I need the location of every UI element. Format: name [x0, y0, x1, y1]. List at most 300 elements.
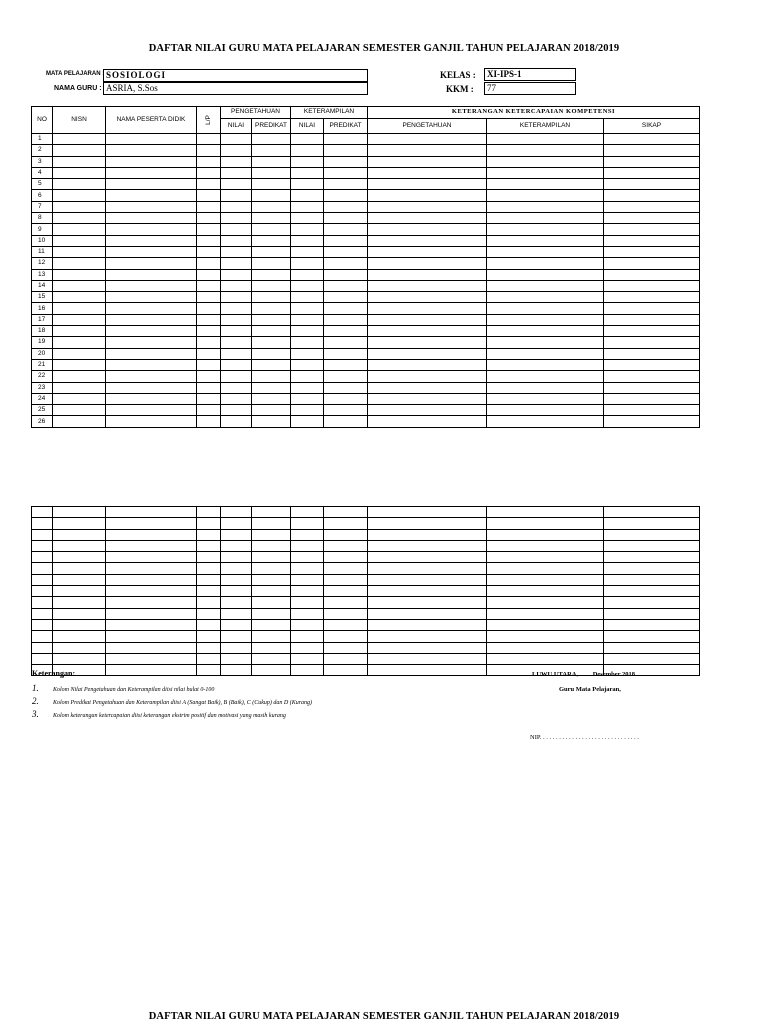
- table-cell: [291, 619, 324, 630]
- table-cell: [106, 224, 197, 235]
- table-cell: [252, 540, 291, 551]
- table-cell: [291, 246, 324, 257]
- table-cell: [252, 156, 291, 167]
- table-cell: [324, 246, 368, 257]
- row-number: 2: [32, 145, 53, 156]
- table-cell: [106, 314, 197, 325]
- table-cell: [252, 292, 291, 303]
- row-number: 21: [32, 359, 53, 370]
- table-cell: [368, 382, 487, 393]
- table-cell: [221, 574, 252, 585]
- table-cell: [324, 416, 368, 427]
- table-cell: [368, 507, 487, 518]
- table-cell: [53, 405, 106, 416]
- table-cell: [291, 348, 324, 359]
- table-cell: [487, 563, 604, 574]
- row-number: 13: [32, 269, 53, 280]
- table-cell: [53, 167, 106, 178]
- table-cell: [106, 145, 197, 156]
- table-row: [32, 393, 700, 404]
- table-cell: [368, 563, 487, 574]
- table-cell: [487, 642, 604, 653]
- row-number: 18: [32, 326, 53, 337]
- table-cell: [487, 145, 604, 156]
- table-cell: [368, 359, 487, 370]
- table-cell: [106, 540, 197, 551]
- table-cell: [324, 597, 368, 608]
- table-cell: [32, 518, 53, 529]
- table-cell: [604, 201, 700, 212]
- table-cell: [106, 303, 197, 314]
- table-row: [32, 167, 700, 178]
- table-cell: [106, 518, 197, 529]
- table-cell: [324, 393, 368, 404]
- table-cell: [604, 359, 700, 370]
- table-cell: [252, 134, 291, 145]
- table-row: [32, 258, 700, 269]
- footer-title: DAFTAR NILAI GURU MATA PELAJARAN SEMESTER GANJIL TAHUN PELAJARAN 2018/2019: [148, 1011, 620, 1022]
- signature-role: Guru Mata Pelajaran,: [559, 686, 621, 693]
- table-cell: [604, 269, 700, 280]
- table-cell: [368, 540, 487, 551]
- table-row: [32, 314, 700, 325]
- table-cell: [221, 213, 252, 224]
- table-cell: [106, 337, 197, 348]
- table-cell: [53, 348, 106, 359]
- table-cell: [291, 235, 324, 246]
- table-cell: [291, 416, 324, 427]
- table-cell: [368, 201, 487, 212]
- table-cell: [252, 179, 291, 190]
- header-ket-pengetahuan: PENGETAHUAN: [368, 118, 487, 133]
- table-cell: [487, 303, 604, 314]
- table-cell: [368, 665, 487, 676]
- table-cell: [252, 246, 291, 257]
- table-cell: [604, 258, 700, 269]
- table-cell: [324, 235, 368, 246]
- table-row: [32, 201, 700, 212]
- row-number: 25: [32, 405, 53, 416]
- table-cell: [221, 167, 252, 178]
- table-cell: [324, 326, 368, 337]
- table-cell: [197, 563, 221, 574]
- table-cell: [252, 608, 291, 619]
- table-cell: [291, 665, 324, 676]
- table-cell: [32, 608, 53, 619]
- table-cell: [221, 179, 252, 190]
- table-cell: [197, 608, 221, 619]
- table-cell: [324, 371, 368, 382]
- table-cell: [324, 529, 368, 540]
- table-cell: [368, 190, 487, 201]
- table-cell: [324, 574, 368, 585]
- table-cell: [487, 167, 604, 178]
- table-cell: [53, 269, 106, 280]
- table-cell: [291, 213, 324, 224]
- table-cell: [324, 134, 368, 145]
- table-cell: [487, 258, 604, 269]
- class-label: KELAS :: [440, 70, 476, 80]
- table-cell: [291, 134, 324, 145]
- table-row: [32, 224, 700, 235]
- table-cell: [368, 631, 487, 642]
- table-row: [32, 619, 700, 630]
- table-cell: [604, 280, 700, 291]
- table-cell: [487, 552, 604, 563]
- table-cell: [221, 597, 252, 608]
- table-cell: [487, 540, 604, 551]
- table-cell: [53, 134, 106, 145]
- table-cell: [487, 393, 604, 404]
- table-cell: [487, 631, 604, 642]
- notes-heading: Keterangan:: [32, 669, 76, 678]
- place-date: LUWU UTARA, . . . . Desember 2018: [532, 671, 636, 678]
- table-cell: [604, 156, 700, 167]
- header-ket-sikap: SIKAP: [604, 118, 700, 133]
- table-row: [32, 552, 700, 563]
- table-cell: [197, 552, 221, 563]
- table-cell: [252, 326, 291, 337]
- table-cell: [197, 167, 221, 178]
- table-cell: [368, 642, 487, 653]
- table-cell: [197, 134, 221, 145]
- table-cell: [291, 574, 324, 585]
- table-cell: [53, 574, 106, 585]
- table-cell: [604, 574, 700, 585]
- table-cell: [252, 235, 291, 246]
- table-cell: [368, 608, 487, 619]
- table-cell: [252, 359, 291, 370]
- table-cell: [106, 608, 197, 619]
- table-row: [32, 235, 700, 246]
- table-cell: [106, 246, 197, 257]
- table-cell: [106, 134, 197, 145]
- table-cell: [487, 529, 604, 540]
- table-cell: [106, 507, 197, 518]
- subject-label: MATA PELAJARAN :: [46, 71, 105, 77]
- table-cell: [291, 190, 324, 201]
- table-cell: [106, 269, 197, 280]
- table-cell: [487, 382, 604, 393]
- table-cell: [197, 405, 221, 416]
- table-cell: [106, 280, 197, 291]
- table-cell: [291, 608, 324, 619]
- table-cell: [604, 642, 700, 653]
- table-cell: [221, 518, 252, 529]
- table-cell: [106, 348, 197, 359]
- table-cell: [487, 574, 604, 585]
- table-cell: [487, 518, 604, 529]
- table-cell: [221, 145, 252, 156]
- table-cell: [106, 586, 197, 597]
- table-cell: [197, 280, 221, 291]
- table-row: [32, 586, 700, 597]
- table-row: [32, 507, 700, 518]
- table-cell: [252, 631, 291, 642]
- table-cell: [604, 314, 700, 325]
- table-cell: [252, 280, 291, 291]
- table-cell: [53, 416, 106, 427]
- table-cell: [324, 405, 368, 416]
- table-row: [32, 326, 700, 337]
- table-cell: [291, 586, 324, 597]
- row-number: 12: [32, 258, 53, 269]
- table-cell: [197, 258, 221, 269]
- nip-line: NIP. . . . . . . . . . . . . . . . . . . . . . . . . . . . . . .: [530, 734, 639, 741]
- table-cell: [604, 518, 700, 529]
- table-cell: [604, 563, 700, 574]
- table-cell: [291, 653, 324, 664]
- table-cell: [221, 642, 252, 653]
- header-pengetahuan-predikat: PREDIKAT: [252, 118, 291, 133]
- table-cell: [106, 653, 197, 664]
- table-cell: [324, 619, 368, 630]
- table-cell: [252, 552, 291, 563]
- table-cell: [53, 653, 106, 664]
- table-cell: [221, 653, 252, 664]
- table-cell: [32, 597, 53, 608]
- table-cell: [197, 619, 221, 630]
- table-cell: [252, 303, 291, 314]
- row-number: 22: [32, 371, 53, 382]
- row-number: 23: [32, 382, 53, 393]
- table-cell: [487, 507, 604, 518]
- table-cell: [487, 314, 604, 325]
- table-cell: [197, 393, 221, 404]
- table-cell: [324, 201, 368, 212]
- table-cell: [197, 518, 221, 529]
- table-cell: [324, 563, 368, 574]
- table-cell: [106, 619, 197, 630]
- header-keterampilan-predikat: PREDIKAT: [324, 118, 368, 133]
- table-cell: [604, 371, 700, 382]
- table-row: [32, 405, 700, 416]
- table-row: [32, 608, 700, 619]
- table-cell: [221, 314, 252, 325]
- table-cell: [604, 529, 700, 540]
- table-cell: [221, 258, 252, 269]
- table-cell: [197, 190, 221, 201]
- table-cell: [53, 631, 106, 642]
- table-cell: [53, 563, 106, 574]
- table-cell: [324, 507, 368, 518]
- kkm-field: 77: [484, 82, 576, 95]
- table-cell: [487, 337, 604, 348]
- table-cell: [487, 619, 604, 630]
- class-field: XI-IPS-1: [484, 68, 576, 81]
- table-cell: [604, 586, 700, 597]
- table-cell: [221, 405, 252, 416]
- note-item-3: 3. Kolom keterangan ketercapaian diisi keterangan ekstrim positif dan motivasi yang masih kurang: [32, 709, 286, 719]
- table-cell: [106, 292, 197, 303]
- table-cell: [324, 213, 368, 224]
- table-cell: [53, 642, 106, 653]
- table-cell: [368, 574, 487, 585]
- table-cell: [324, 314, 368, 325]
- table-cell: [106, 179, 197, 190]
- table-cell: [221, 540, 252, 551]
- table-cell: [221, 563, 252, 574]
- table-cell: [604, 303, 700, 314]
- row-number: 16: [32, 303, 53, 314]
- header-no: NO: [32, 107, 53, 134]
- table-cell: [197, 348, 221, 359]
- table-cell: [291, 201, 324, 212]
- table-cell: [291, 156, 324, 167]
- table-cell: [32, 642, 53, 653]
- table-cell: [106, 326, 197, 337]
- blank-grade-table: [31, 506, 700, 676]
- table-cell: [368, 529, 487, 540]
- table-cell: [197, 665, 221, 676]
- table-cell: [368, 167, 487, 178]
- table-cell: [291, 359, 324, 370]
- table-cell: [252, 642, 291, 653]
- table-cell: [487, 280, 604, 291]
- row-number: 11: [32, 246, 53, 257]
- table-row: [32, 280, 700, 291]
- table-cell: [604, 653, 700, 664]
- table-cell: [291, 371, 324, 382]
- table-cell: [487, 608, 604, 619]
- table-cell: [53, 586, 106, 597]
- table-cell: [197, 642, 221, 653]
- table-cell: [291, 597, 324, 608]
- table-row: [32, 156, 700, 167]
- table-cell: [368, 246, 487, 257]
- table-cell: [368, 416, 487, 427]
- row-number: 3: [32, 156, 53, 167]
- table-cell: [53, 179, 106, 190]
- table-cell: [106, 642, 197, 653]
- table-cell: [53, 337, 106, 348]
- table-cell: [197, 540, 221, 551]
- table-cell: [291, 563, 324, 574]
- table-cell: [368, 405, 487, 416]
- table-cell: [604, 393, 700, 404]
- table-cell: [221, 190, 252, 201]
- table-cell: [221, 348, 252, 359]
- table-cell: [604, 631, 700, 642]
- table-cell: [221, 246, 252, 257]
- table-cell: [221, 326, 252, 337]
- table-cell: [291, 642, 324, 653]
- table-cell: [487, 134, 604, 145]
- table-cell: [368, 518, 487, 529]
- table-cell: [291, 292, 324, 303]
- table-cell: [324, 224, 368, 235]
- table-cell: [368, 303, 487, 314]
- table-row: [32, 518, 700, 529]
- row-number: 17: [32, 314, 53, 325]
- table-row: [32, 597, 700, 608]
- table-row: [32, 246, 700, 257]
- table-cell: [487, 224, 604, 235]
- table-cell: [53, 393, 106, 404]
- table-cell: [487, 405, 604, 416]
- table-cell: [252, 167, 291, 178]
- table-cell: [221, 631, 252, 642]
- table-cell: [252, 314, 291, 325]
- table-cell: [221, 382, 252, 393]
- table-cell: [324, 303, 368, 314]
- table-cell: [324, 518, 368, 529]
- table-cell: [53, 258, 106, 269]
- table-cell: [197, 359, 221, 370]
- table-cell: [53, 608, 106, 619]
- table-cell: [221, 665, 252, 676]
- table-cell: [32, 619, 53, 630]
- row-number: 19: [32, 337, 53, 348]
- table-row: [32, 145, 700, 156]
- table-row: [32, 529, 700, 540]
- table-cell: [197, 382, 221, 393]
- table-cell: [221, 235, 252, 246]
- table-cell: [53, 314, 106, 325]
- table-cell: [53, 518, 106, 529]
- header-nisn: NISN: [53, 107, 106, 134]
- table-row: [32, 190, 700, 201]
- table-cell: [252, 405, 291, 416]
- table-row: [32, 563, 700, 574]
- teacher-label: NAMA GURU :: [54, 85, 102, 92]
- table-cell: [487, 416, 604, 427]
- table-cell: [487, 597, 604, 608]
- table-cell: [53, 145, 106, 156]
- table-cell: [291, 258, 324, 269]
- table-cell: [106, 416, 197, 427]
- table-cell: [324, 156, 368, 167]
- table-row: [32, 642, 700, 653]
- table-cell: [291, 224, 324, 235]
- table-cell: [197, 201, 221, 212]
- table-cell: [221, 608, 252, 619]
- row-number: 14: [32, 280, 53, 291]
- table-cell: [487, 201, 604, 212]
- table-cell: [106, 382, 197, 393]
- table-cell: [252, 597, 291, 608]
- table-row: [32, 303, 700, 314]
- table-cell: [487, 326, 604, 337]
- table-cell: [252, 371, 291, 382]
- table-cell: [324, 540, 368, 551]
- table-cell: [221, 371, 252, 382]
- table-cell: [221, 224, 252, 235]
- table-row: [32, 631, 700, 642]
- table-cell: [53, 552, 106, 563]
- table-cell: [53, 529, 106, 540]
- table-cell: [106, 190, 197, 201]
- header-ket-keterampilan: KETERAMPILAN: [487, 118, 604, 133]
- table-cell: [291, 382, 324, 393]
- table-cell: [368, 292, 487, 303]
- table-row: [32, 134, 700, 145]
- table-cell: [291, 303, 324, 314]
- table-row: [32, 359, 700, 370]
- table-cell: [252, 190, 291, 201]
- table-cell: [487, 348, 604, 359]
- table-cell: [197, 653, 221, 664]
- row-number: 10: [32, 235, 53, 246]
- table-cell: [53, 507, 106, 518]
- table-cell: [604, 540, 700, 551]
- note-item-1: 1. Kolom Nilai Pengetahuan dan Keterampilan diisi nilai bulat 0-100: [32, 683, 215, 693]
- table-cell: [53, 246, 106, 257]
- table-cell: [324, 642, 368, 653]
- table-row: [32, 348, 700, 359]
- table-cell: [291, 552, 324, 563]
- table-cell: [291, 540, 324, 551]
